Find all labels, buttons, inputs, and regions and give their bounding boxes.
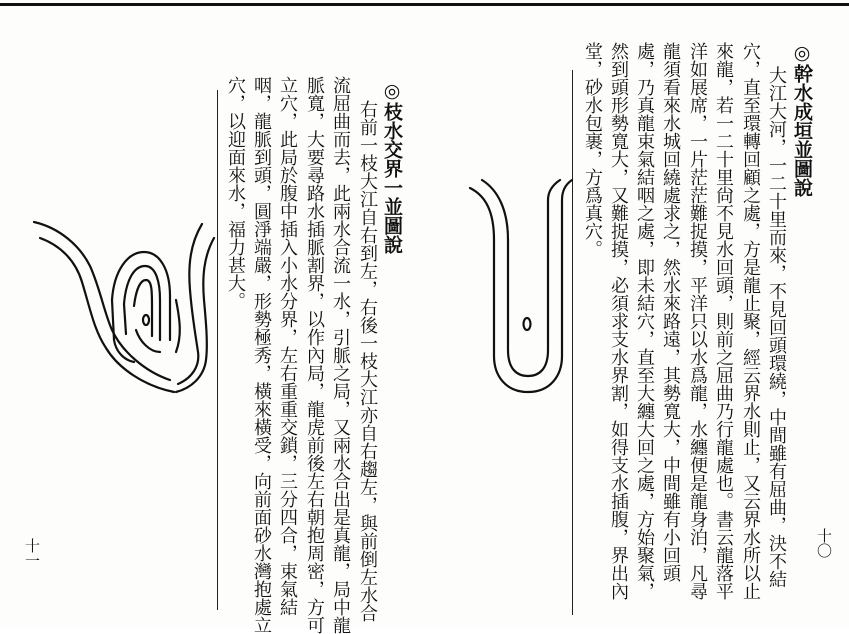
left-section-title: ◎枝水交界一並圖說 [381,80,403,254]
right-text-column-8: 堂，砂水包裹，方爲真穴。 [582,42,603,258]
right-text-column-1: 大江大河，一二十里而來，不見回頭環繞，中間雖有屈曲，決不結 [766,66,787,588]
left-text-column-3: 脈寬，大要尋路水插脈割界，以作內局，龍虎前後左右朝抱周密，方可 [304,76,325,634]
left-text-column-2: 流屈曲而去，此兩水合流一水，引脈之局，又兩水合出是真龍，局中龍 [330,76,351,634]
right-text-column-7: 然到頭形勢寬大，又難捉摸，必須求支水界割，如得支水插腹，界出內 [608,42,629,600]
left-page-number: 十一 [23,538,41,568]
right-text-column-4: 洋如展席，一片茫茫難捉摸，平洋只以水爲龍，水纏便是龍身泊，凡尋 [687,42,708,600]
right-section-title: ◎幹水成垣並圖說 [791,42,813,197]
left-text-column-5: 咽，龍脈到頭，圓淨端嚴，形勢極秀，橫來橫受，向前面砂水灣抱處立 [251,76,272,634]
right-text-column-2: 穴，直至環轉回顧之處，方是龍止聚，經云界水則止，又云界水所以止 [740,42,761,600]
right-text-column-3: 來龍，若一二十里尙不見水回頭，則前之屈曲乃行龍處也。書云龍落平 [713,42,734,600]
left-text-column-4: 立穴，此局於腹中插入小水分界，左右重重交鎖，三分四合，束氣結 [277,76,298,616]
left-text-column-6: 穴，以迎面來水，福力甚大。 [225,76,246,310]
right-text-column-6: 處，乃真龍束氣結咽之處，即未結穴，直至大纏大回之處，方始聚氣， [634,42,655,600]
right-text-column-5: 龍須看來水城回繞處求之，然水來路遠，其勢寬大，中間雖有小回頭 [660,42,681,582]
right-page-number: 十〇 [815,528,833,558]
river-branches-figure [34,222,214,392]
left-text-column-1: 右前一枝大江自右到左，右後一枝大江亦自右趨左，與前倒左水合 [357,100,378,622]
